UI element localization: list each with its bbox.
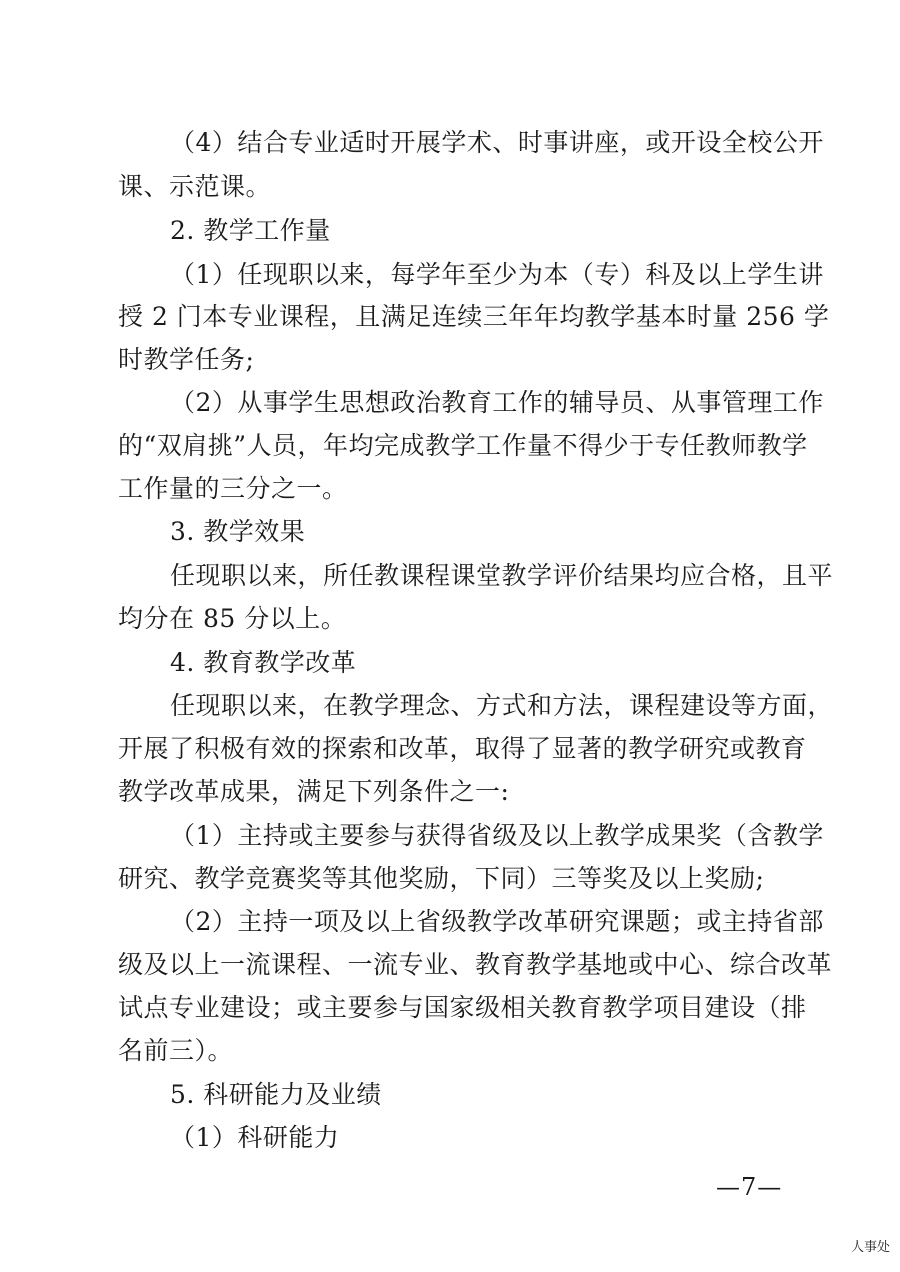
- paragraph-line: （1）任现职以来，每学年至少为本（专）科及以上学生讲: [170, 260, 824, 289]
- paragraph-line: 教学改革成果，满足下列条件之一:: [118, 777, 510, 806]
- paragraph-line: （1）科研能力: [170, 1123, 340, 1152]
- paragraph-line: （2）主持一项及以上省级教学改革研究课题；或主持省部: [170, 907, 824, 936]
- paragraph-line: 授 2 门本专业课程，且满足连续三年年均教学基本时量 256 学: [118, 302, 830, 331]
- paragraph-line: 名前三）。: [118, 1036, 234, 1065]
- section-heading: 2. 教学工作量: [170, 216, 331, 245]
- section-heading: 3. 教学效果: [170, 517, 306, 546]
- section-heading: 4. 教育教学改革: [170, 648, 357, 677]
- paragraph-line: 级及以上一流课程、一流专业、教育教学基地或中心、综合改革: [118, 950, 833, 979]
- paragraph-line: 时教学任务;: [118, 345, 255, 374]
- paragraph-line: 的“双肩挑”人员，年均完成教学工作量不得少于专任教师教学: [118, 431, 808, 460]
- section-heading: 5. 科研能力及业绩: [170, 1080, 382, 1109]
- paragraph-line: 工作量的三分之一。: [118, 474, 348, 503]
- page-number: —7—: [716, 1173, 783, 1201]
- paragraph-line: 均分在 85 分以上。: [118, 604, 347, 633]
- watermark-label: 人事处: [851, 1240, 891, 1255]
- paragraph-line: 试点专业建设；或主要参与国家级相关教育教学项目建设（排: [118, 993, 807, 1022]
- paragraph-line: （2）从事学生思想政治教育工作的辅导员、从事管理工作: [170, 388, 824, 417]
- paragraph-line: （1）主持或主要参与获得省级及以上教学成果奖（含教学: [170, 821, 824, 850]
- paragraph-line: 研究、教学竞赛奖等其他奖励，下同）三等奖及以上奖励;: [118, 864, 765, 893]
- paragraph-line: 任现职以来，所任教课程课堂教学评价结果均应合格，且平: [170, 561, 834, 590]
- paragraph-line: 开展了积极有效的探索和改革，取得了显著的教学研究或教育: [118, 734, 807, 763]
- paragraph-line: （4）结合专业适时开展学术、时事讲座，或开设全校公开: [170, 128, 824, 157]
- paragraph-line: 课、示范课。: [118, 172, 272, 201]
- paragraph-line: 任现职以来，在教学理念、方式和方法，课程建设等方面，: [170, 691, 834, 720]
